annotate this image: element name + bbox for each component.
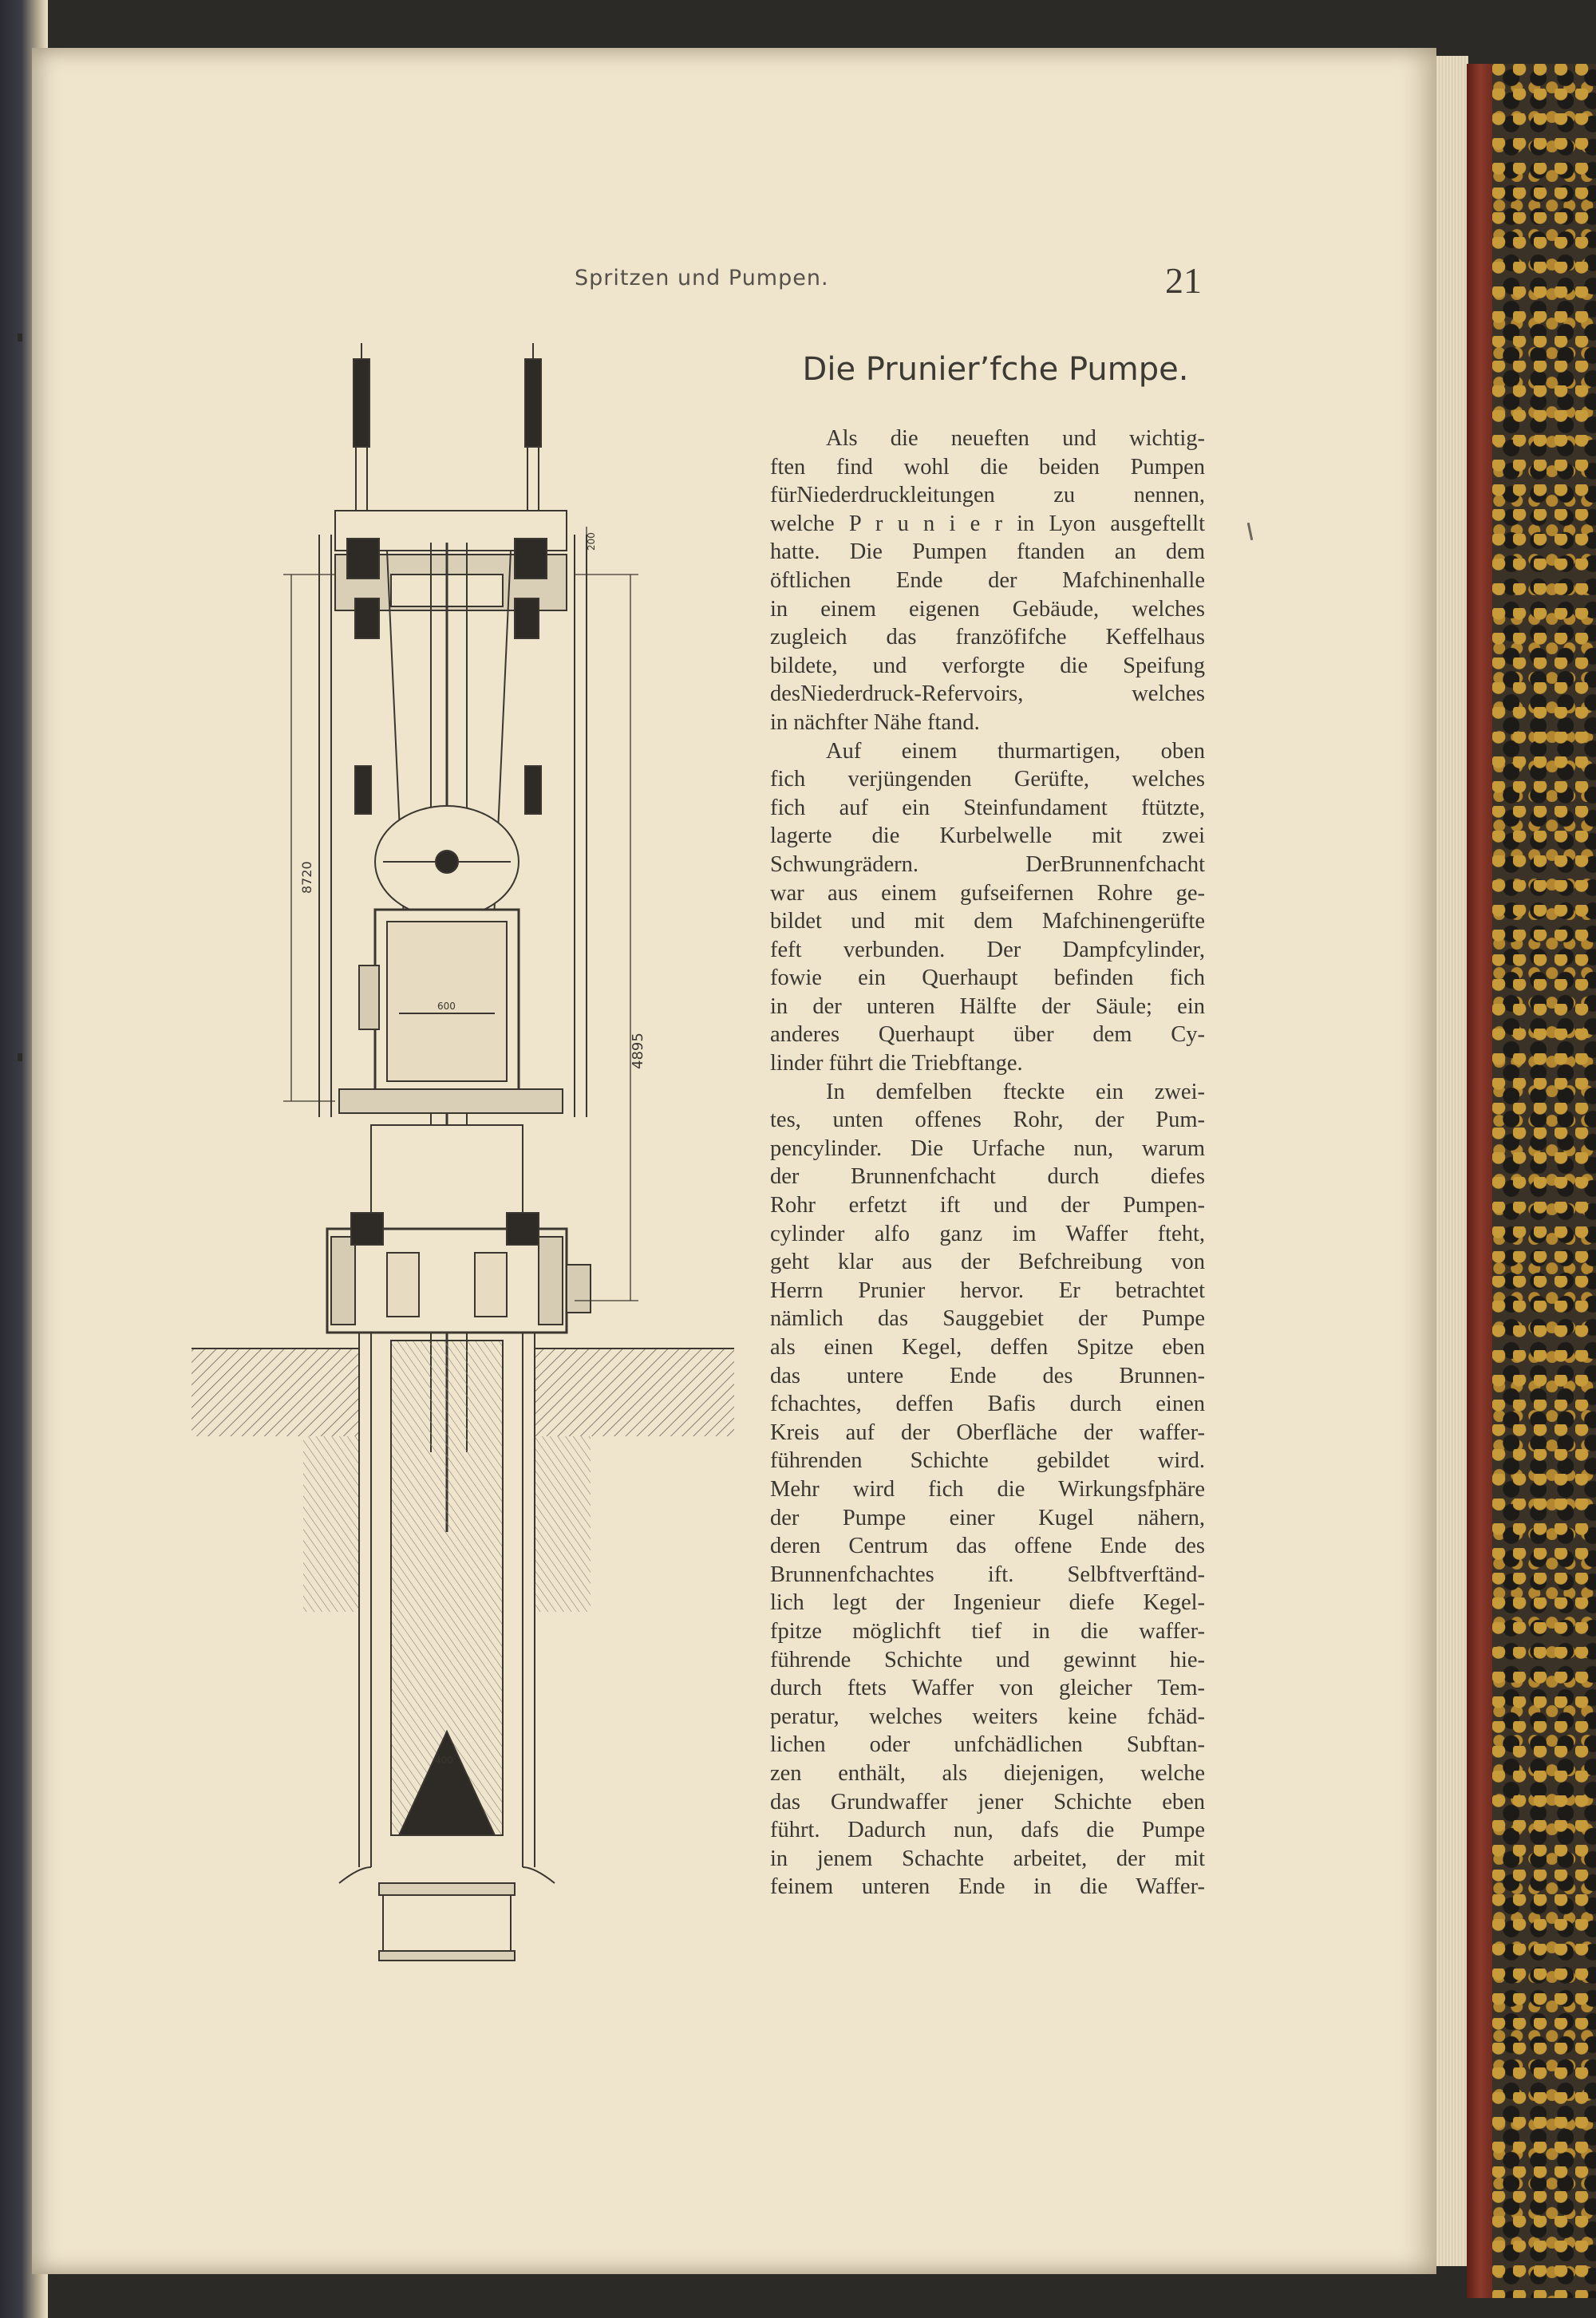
text-line: der Pumpe einer Kugel nähern,	[770, 1505, 1205, 1530]
text-line: lichen oder unfchädlichen Subftan-	[770, 1732, 1205, 1758]
text-line: Mehr wird fich die Wirkungsfphäre	[770, 1476, 1205, 1502]
suction-pipe	[379, 1883, 515, 1961]
text-line: linder führt die Triebftange.	[770, 1051, 1023, 1076]
text-line: Rohr erfetzt ift und der Pumpen-	[770, 1193, 1205, 1218]
text-line: ften find wohl die beiden Pumpen	[770, 454, 1205, 480]
marbled-board	[1492, 64, 1596, 2298]
text-line: in nächfter Nähe ftand.	[770, 709, 980, 735]
text-line: war aus einem gufseifernen Rohre ge-	[770, 880, 1205, 906]
text-line: öftlichen Ende der Mafchinenhalle	[770, 567, 1205, 593]
text-line: in jenem Schachte arbeitet, der mit	[770, 1846, 1205, 1871]
text-line: lich legt der Ingenieur diefe Kegel-	[770, 1590, 1205, 1616]
edge-mark	[18, 334, 22, 342]
text-line: anderes Querhaupt über dem Cy-	[770, 1022, 1205, 1048]
upper-crosshead	[335, 511, 567, 638]
article-title: Die Prunier’fche Pumpe.	[802, 351, 1189, 388]
text-line: in der unteren Hälfte der Säule; ein	[770, 993, 1205, 1019]
edge-mark	[18, 1053, 22, 1061]
text-line: peratur, welches weiters keine fchäd-	[770, 1704, 1205, 1729]
book-cover	[1467, 64, 1596, 2298]
cover-spine	[1467, 64, 1494, 2298]
text-line: führende Schichte und gewinnt hie-	[770, 1647, 1205, 1672]
text-line: desNiederdruck-Refervoirs, welches	[770, 681, 1205, 707]
text-line: feinem unteren Ende in die Waffer-	[770, 1874, 1205, 1900]
dimension-label: 4895	[630, 1033, 646, 1069]
text-line: nämlich das Sauggebiet der Pumpe	[770, 1306, 1205, 1332]
text-line: tes, unten offenes Rohr, der Pum-	[770, 1108, 1205, 1133]
text-line: lagerte die Kurbelwelle mit zwei	[770, 823, 1205, 849]
text-line: in einem eigenen Gebäude, welches	[770, 596, 1205, 622]
page-number: 21	[1165, 260, 1202, 301]
text-line: durch ftets Waffer von gleicher Tem-	[770, 1676, 1205, 1701]
running-head: Spritzen und Pumpen.	[575, 266, 829, 290]
steam-cylinder	[339, 910, 563, 1113]
pump-cylinder	[327, 1125, 591, 1333]
text-line: Herrn Prunier hervor. Er betrachtet	[770, 1277, 1205, 1303]
text-line: als einen Kegel, deffen Spitze eben	[770, 1335, 1205, 1360]
text-line: fich auf ein Steinfundament ftützte,	[770, 795, 1205, 820]
text-line: cylinder alfo ganz im Waffer fteht,	[770, 1221, 1205, 1246]
text-line: pencylinder. Die Urfache nun, warum	[770, 1135, 1205, 1161]
dimension-label: 600	[437, 1001, 456, 1012]
text-line: der Brunnenfchacht durch diefes	[770, 1164, 1205, 1190]
text-line: fowie ein Querhaupt befinden fich	[770, 966, 1205, 991]
article-body	[770, 425, 1205, 1901]
text-line: zugleich das franzöfifche Keffelhaus	[770, 625, 1205, 650]
text-line: zen enthält, als diejenigen, welche	[770, 1760, 1205, 1786]
pump-engraving	[192, 335, 734, 1963]
text-line: welche P r u n i e r in Lyon ausgeftellt	[770, 511, 1205, 536]
text-line: fpitze möglichft tief in die waffer-	[770, 1618, 1205, 1644]
text-line: Schwungrädern. DerBrunnenfchacht	[770, 851, 1205, 877]
text-line: Kreis auf der Oberfläche der waffer-	[770, 1420, 1205, 1445]
dimension-label: 8720	[299, 861, 314, 894]
text-line: fürNiederdruckleitungen zu nennen,	[770, 483, 1205, 508]
text-line: Als die neueften und wichtig-	[826, 426, 1205, 451]
text-line: hatte. Die Pumpen ftanden an dem	[770, 539, 1205, 565]
text-line: führenden Schichte gebildet wird.	[770, 1448, 1205, 1474]
text-line: feft verbunden. Der Dampfcylinder,	[770, 937, 1205, 962]
text-line: geht klar aus der Befchreibung von	[770, 1250, 1205, 1275]
dimension-label: 200	[586, 532, 597, 551]
well-shaft	[339, 1333, 555, 1883]
text-line: bildet und mit dem Mafchinengerüfte	[770, 909, 1205, 934]
dimension-label: 400	[435, 1755, 453, 1766]
text-line: Brunnenfchachtes ift. Selbftverftänd-	[770, 1562, 1205, 1587]
text-line: das untere Ende des Brunnen-	[770, 1363, 1205, 1388]
text-line: führt. Dadurch nun, dafs die Pumpe	[770, 1818, 1205, 1843]
text-line: bildete, und verforgte die Speifung	[770, 653, 1205, 678]
text-line: fich verjüngenden Gerüfte, welches	[770, 767, 1205, 792]
crank-hub	[375, 806, 519, 918]
text-line: Auf einem thurmartigen, oben	[826, 738, 1205, 764]
text-line: fchachtes, deffen Bafis durch einen	[770, 1392, 1205, 1417]
text-line: In demfelben fteckte ein zwei-	[826, 1079, 1205, 1104]
text-line: deren Centrum das offene Ende des	[770, 1534, 1205, 1559]
text-line: das Grundwaffer jener Schichte eben	[770, 1789, 1205, 1815]
